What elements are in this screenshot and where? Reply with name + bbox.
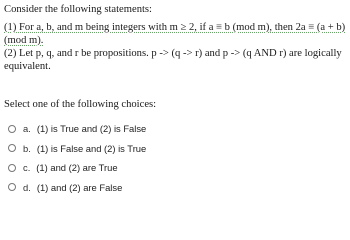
statement-2-line-1: (2) Let p, q, and r be propositions. p -> (q -> r) and p -> (q AND r) are logically (4, 48, 342, 59)
radio-button-icon[interactable] (8, 183, 16, 191)
radio-button-icon[interactable] (8, 164, 16, 172)
choice-b[interactable] (8, 139, 146, 159)
choice-label: (1) and (2) are False (36, 181, 123, 193)
answer-choices (8, 119, 146, 197)
choice-letter: a. (23, 123, 31, 135)
choice-a[interactable] (8, 119, 146, 139)
radio-button-icon[interactable] (8, 144, 16, 152)
choices-prompt: Select one of the following choices: (4, 99, 157, 110)
choice-letter: d. (23, 181, 31, 193)
choice-label: (1) is False and (2) is True (36, 142, 147, 154)
choice-d[interactable] (8, 178, 146, 198)
radio-button-icon[interactable] (8, 125, 16, 133)
choice-label: (1) is True and (2) is False (36, 123, 147, 135)
statement-1-line-2: (mod m). (4, 35, 44, 46)
choice-c[interactable] (8, 158, 146, 178)
choice-label: (1) and (2) are True (36, 162, 118, 174)
statement-1-line-1: (1) For a, b, and m being integers with m ≥ 2, if a ≡ b (mod m), then 2a ≡ (a + b) (4, 22, 346, 33)
question-intro: Consider the following statements: (4, 4, 152, 15)
statement-2-line-2: equivalent. (4, 61, 51, 72)
question-text (4, 3, 346, 73)
choice-letter: b. (23, 142, 31, 154)
choice-letter: c. (23, 162, 31, 174)
